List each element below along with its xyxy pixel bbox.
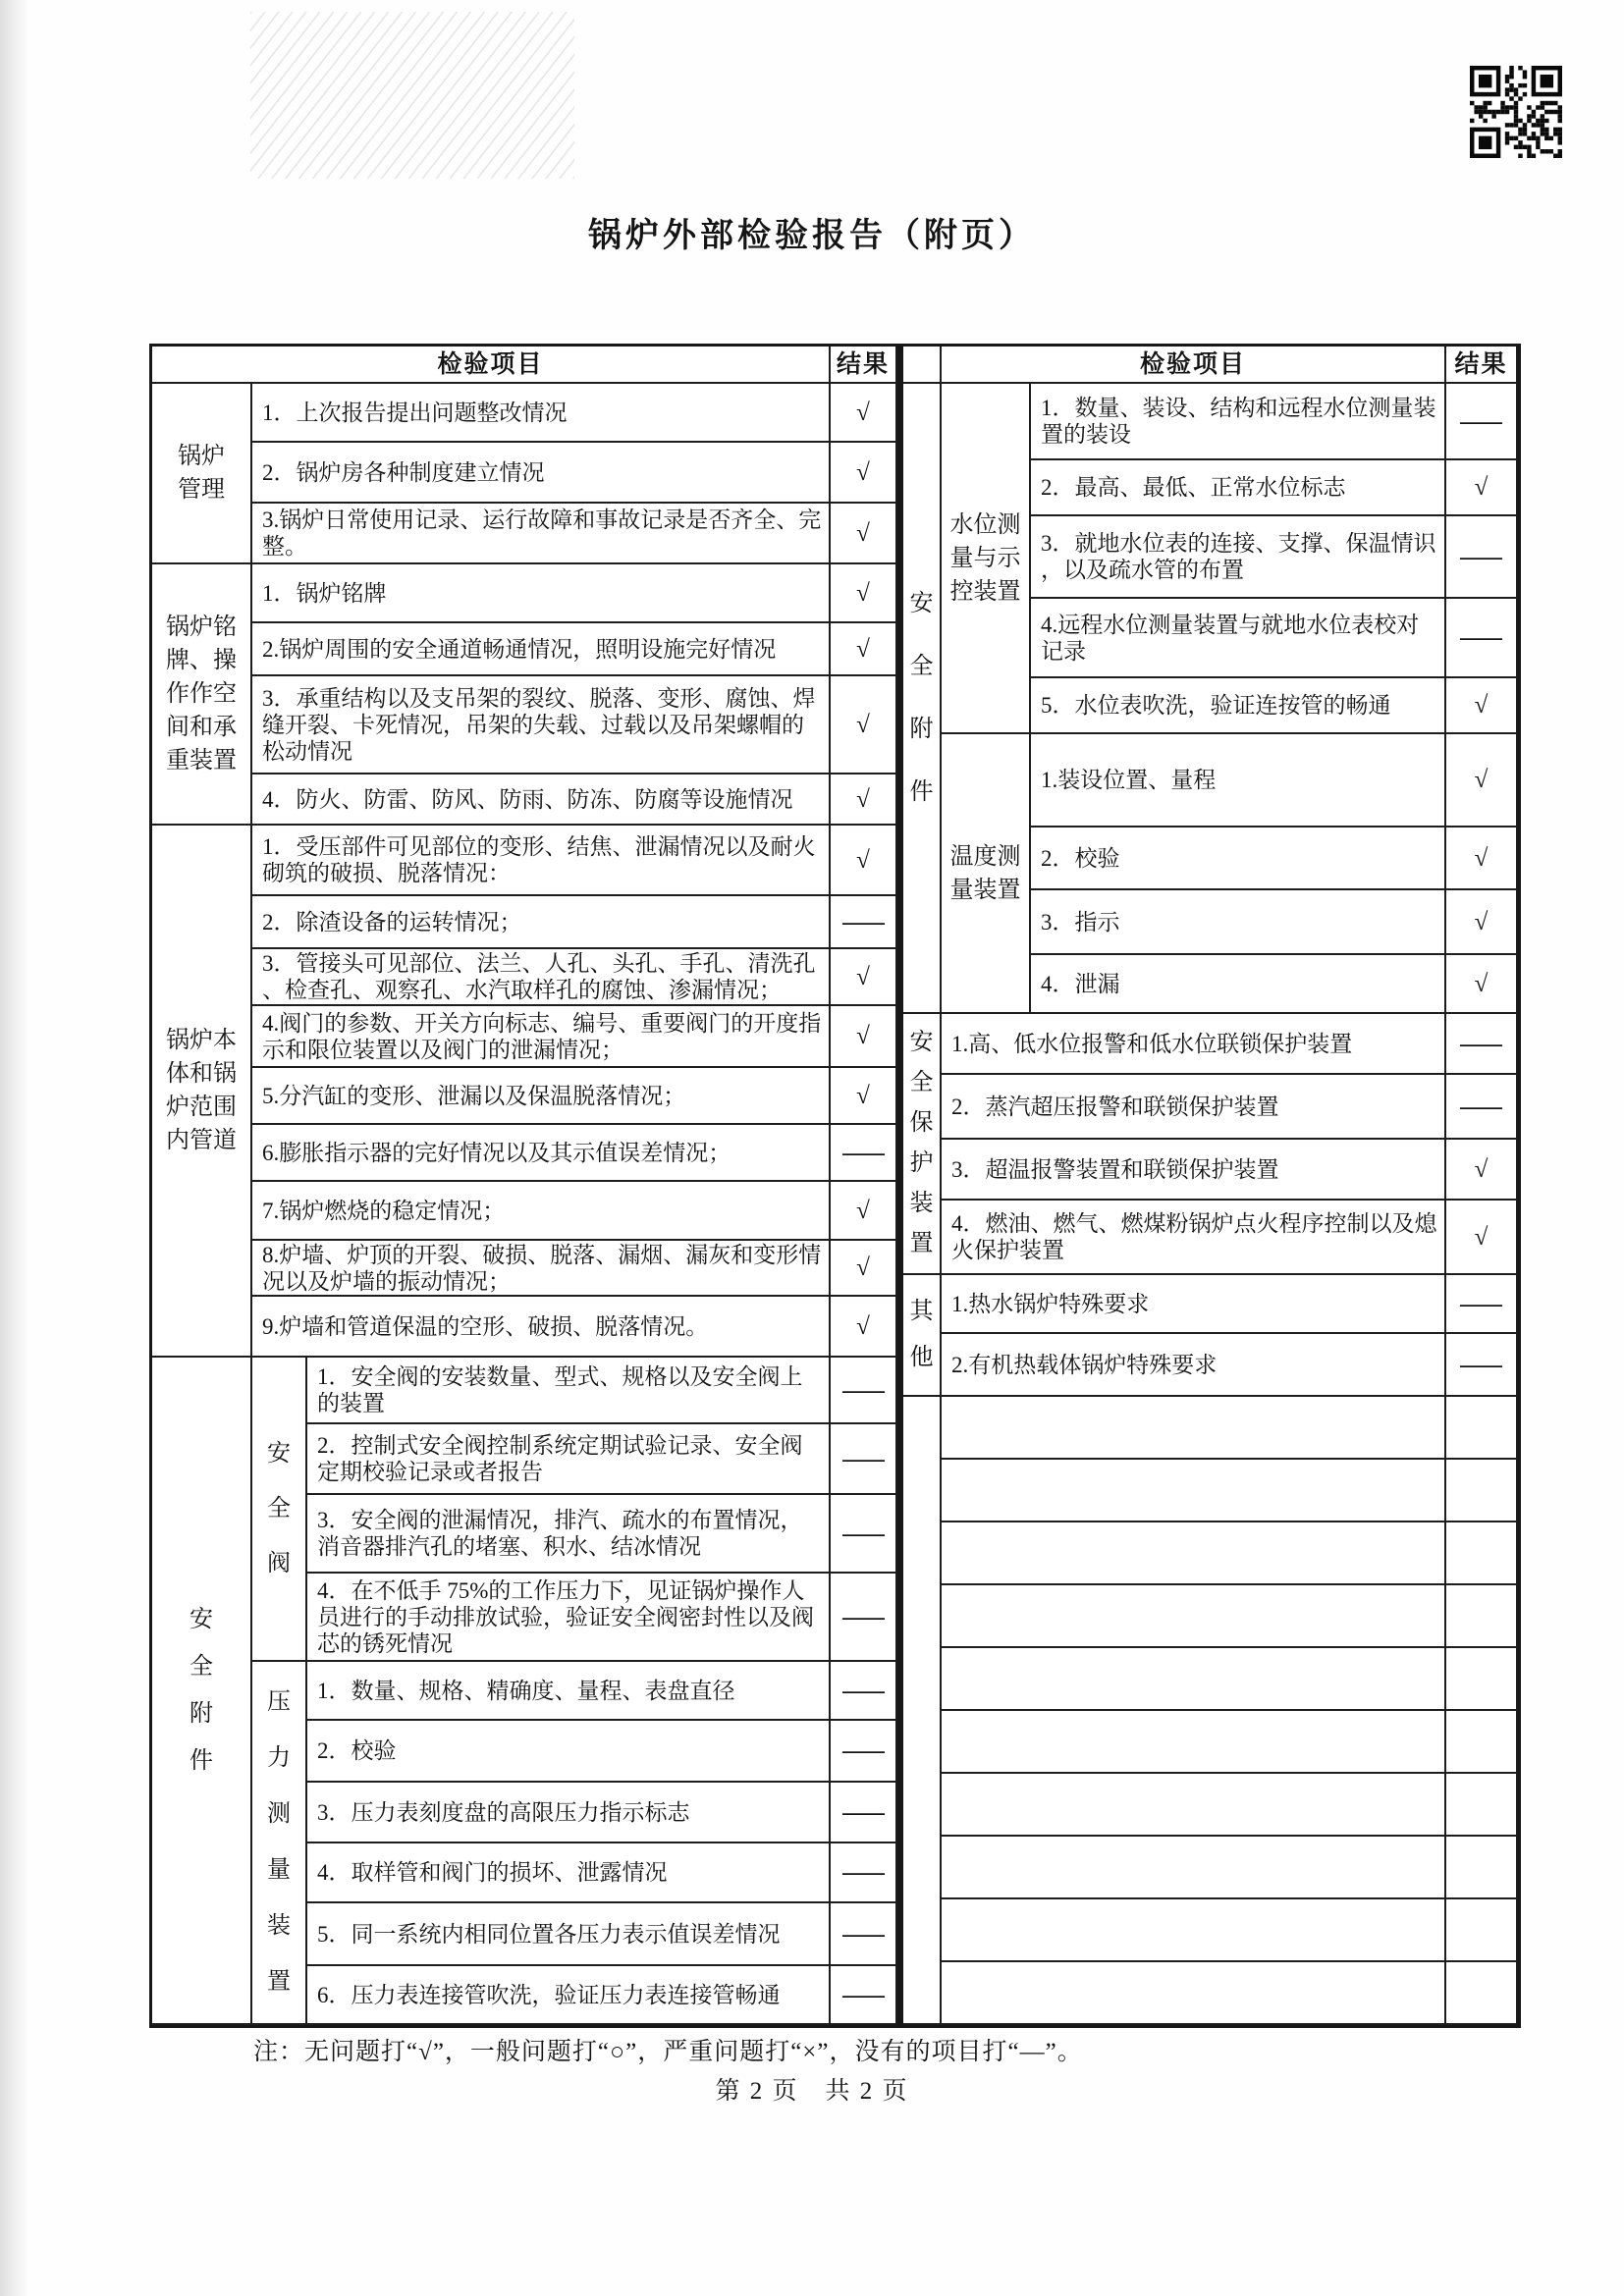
category-cell: 安全附件 [152, 1358, 252, 2025]
inspection-table-right [900, 344, 1521, 2028]
result-cell: √ [831, 564, 897, 623]
item-cell: 2．最高、最低、正常水位标志 [1031, 460, 1446, 516]
item-cell: 3．安全阀的泄漏情况，排汽、疏水的布置情况，消音器排汽孔的堵塞、积水、结冰情况 [307, 1495, 831, 1574]
result-cell [1446, 1774, 1518, 1837]
item-cell [942, 1774, 1446, 1837]
result-cell: √ [1446, 828, 1518, 890]
category-cell [903, 1397, 942, 2025]
item-cell [942, 1460, 1446, 1522]
item-cell: 2．除渣设备的运转情况； [252, 896, 831, 949]
result-cell: — [831, 1424, 897, 1495]
item-cell [942, 1585, 1446, 1648]
item-cell: 1.装设位置、量程 [1031, 734, 1446, 828]
item-cell [942, 1397, 1446, 1460]
header-result: 结果 [831, 347, 897, 384]
category-cell: 锅炉本体和锅炉范围内管道 [152, 826, 252, 1358]
scan-edge-shadow [0, 0, 29, 2296]
item-cell: 4．取样管和阀门的损坏、泄露情况 [307, 1843, 831, 1903]
item-cell [942, 1899, 1446, 1962]
item-cell: 2.有机热载体锅炉特殊要求 [942, 1334, 1446, 1397]
result-cell: √ [831, 676, 897, 774]
result-cell: — [1446, 1075, 1518, 1140]
item-cell: 2．校验 [1031, 828, 1446, 890]
category-cell: 安全附件 [903, 384, 942, 1014]
item-cell: 4．在不低手 75%的工作压力下，见证锅炉操作人员进行的手动排放试验，验证安全阀密封性以及阀芯的锈死情况 [307, 1574, 831, 1662]
result-cell: √ [1446, 890, 1518, 955]
result-cell: — [831, 1783, 897, 1843]
result-cell: — [831, 1843, 897, 1903]
result-cell: √ [831, 1297, 897, 1358]
item-cell: 1．上次报告提出问题整改情况 [252, 384, 831, 443]
result-cell: √ [831, 1182, 897, 1241]
result-cell: — [831, 1358, 897, 1424]
result-cell [1446, 1837, 1518, 1899]
subcategory-cell: 温度测量装置 [942, 734, 1031, 1014]
result-cell: √ [1446, 1140, 1518, 1201]
result-cell: √ [1446, 1201, 1518, 1275]
result-cell: — [1446, 1014, 1518, 1075]
result-cell: √ [831, 623, 897, 676]
item-cell: 7.锅炉燃烧的稳定情况； [252, 1182, 831, 1241]
result-cell: √ [831, 384, 897, 443]
item-cell: 1．受压部件可见部位的变形、结焦、泄漏情况以及耐火砌筑的破损、脱落情况： [252, 826, 831, 896]
result-cell: √ [831, 1241, 897, 1297]
result-cell: √ [1446, 734, 1518, 828]
item-cell: 4．燃油、燃气、燃煤粉锅炉点火程序控制以及熄火保护装置 [942, 1201, 1446, 1275]
item-cell: 6.膨胀指示器的完好情况以及其示值误差情况； [252, 1125, 831, 1182]
item-cell: 1.高、低水位报警和低水位联锁保护装置 [942, 1014, 1446, 1075]
result-cell [1446, 1648, 1518, 1711]
result-cell [1446, 1460, 1518, 1522]
scan-artifact-streak [250, 12, 574, 179]
item-cell: 5．同一系统内相同位置各压力表示值误差情况 [307, 1903, 831, 1966]
result-cell [1446, 1899, 1518, 1962]
result-cell: √ [831, 826, 897, 896]
result-cell: √ [831, 504, 897, 564]
header-item: 检验项目 [152, 347, 831, 384]
result-cell: — [831, 1125, 897, 1182]
item-cell: 3．压力表刻度盘的高限压力指示标志 [307, 1783, 831, 1843]
item-cell: 3．承重结构以及支吊架的裂纹、脱落、变形、腐蚀、焊缝开裂、卡死情况，吊架的失载、过载以及吊架螺帽的松动情况 [252, 676, 831, 774]
item-cell: 4.远程水位测量装置与就地水位表校对记录 [1031, 599, 1446, 678]
item-cell: 1.热水锅炉特殊要求 [942, 1275, 1446, 1334]
subcategory-cell: 安全阀 [252, 1358, 307, 1662]
result-cell [1446, 1962, 1518, 2025]
item-cell [942, 1522, 1446, 1585]
legend-note: 注：无问题打“√”，一般问题打“○”，严重问题打“×”，没有的项目打“—”。 [253, 2039, 1083, 2065]
item-cell [942, 1648, 1446, 1711]
inspection-table-left [149, 344, 900, 2028]
result-cell: √ [831, 774, 897, 826]
result-cell: √ [831, 443, 897, 504]
result-cell: — [831, 1662, 897, 1721]
item-cell: 2．锅炉房各种制度建立情况 [252, 443, 831, 504]
item-cell [942, 1962, 1446, 2025]
result-cell: — [831, 1966, 897, 2025]
item-cell: 4．防火、防雷、防风、防雨、防冻、防腐等设施情况 [252, 774, 831, 826]
item-cell: 3．指示 [1031, 890, 1446, 955]
result-cell: √ [831, 1068, 897, 1125]
item-cell: 1．数量、装设、结构和远程水位测量装置的装设 [1031, 384, 1446, 460]
page-title: 锅炉外部检验报告（附页） [588, 218, 1036, 254]
category-cell: 其他 [903, 1275, 942, 1397]
result-cell: √ [1446, 955, 1518, 1014]
category-cell: 锅炉铭牌、操作作空间和承重装置 [152, 564, 252, 826]
result-cell: √ [831, 1006, 897, 1068]
result-cell: √ [1446, 460, 1518, 516]
item-cell: 3.锅炉日常使用记录、运行故障和事故记录是否齐全、完整。 [252, 504, 831, 564]
item-cell: 6．压力表连接管吹洗，验证压力表连接管畅通 [307, 1966, 831, 2025]
item-cell: 2．控制式安全阀控制系统定期试验记录、安全阀定期校验记录或者报告 [307, 1424, 831, 1495]
item-cell: 3．超温报警装置和联锁保护装置 [942, 1140, 1446, 1201]
result-cell: — [831, 1495, 897, 1574]
result-cell: — [1446, 384, 1518, 460]
header-spacer-cell [903, 347, 942, 384]
item-cell: 4．泄漏 [1031, 955, 1446, 1014]
qr-code [1470, 65, 1562, 159]
item-cell: 8.炉墙、炉顶的开裂、破损、脱落、漏烟、漏灰和变形情况以及炉墙的振动情况； [252, 1241, 831, 1297]
item-cell: 2.锅炉周围的安全通道畅通情况，照明设施完好情况 [252, 623, 831, 676]
item-cell: 1．安全阀的安装数量、型式、规格以及安全阀上的装置 [307, 1358, 831, 1424]
item-cell [942, 1711, 1446, 1774]
item-cell: 1．数量、规格、精确度、量程、表盘直径 [307, 1662, 831, 1721]
category-cell: 锅炉管理 [152, 384, 252, 564]
page-number: 第 2 页 共 2 页 [715, 2078, 909, 2105]
result-cell: — [831, 1574, 897, 1662]
subcategory-cell: 压力测量装置 [252, 1662, 307, 2025]
item-cell: 9.炉墙和管道保温的空形、破损、脱落情况。 [252, 1297, 831, 1358]
result-cell: √ [831, 949, 897, 1006]
result-cell: — [1446, 516, 1518, 599]
result-cell: — [1446, 599, 1518, 678]
item-cell: 3．就地水位表的连接、支撑、保温情识，以及疏水管的布置 [1031, 516, 1446, 599]
item-cell: 3．管接头可见部位、法兰、人孔、头孔、手孔、清洗孔、检查孔、观察孔、水汽取样孔的腐蚀、渗漏情况； [252, 949, 831, 1006]
item-cell: 4.阀门的参数、开关方向标志、编号、重要阀门的开度指示和限位装置以及阀门的泄漏情况； [252, 1006, 831, 1068]
result-cell [1446, 1585, 1518, 1648]
item-cell: 2．校验 [307, 1721, 831, 1783]
category-cell: 安全保护装置 [903, 1014, 942, 1275]
result-cell [1446, 1711, 1518, 1774]
item-cell: 1．锅炉铭牌 [252, 564, 831, 623]
result-cell: — [831, 1903, 897, 1966]
item-cell: 2．蒸汽超压报警和联锁保护装置 [942, 1075, 1446, 1140]
subcategory-cell: 水位测量与示控装置 [942, 384, 1031, 734]
header-result: 结果 [1446, 347, 1518, 384]
result-cell: — [1446, 1334, 1518, 1397]
result-cell [1446, 1522, 1518, 1585]
result-cell: — [1446, 1275, 1518, 1334]
item-cell: 5．水位表吹洗，验证连按管的畅通 [1031, 678, 1446, 734]
header-item: 检验项目 [942, 347, 1446, 384]
result-cell: — [831, 896, 897, 949]
result-cell: — [831, 1721, 897, 1783]
item-cell: 5.分汽缸的变形、泄漏以及保温脱落情况； [252, 1068, 831, 1125]
result-cell [1446, 1397, 1518, 1460]
result-cell: √ [1446, 678, 1518, 734]
item-cell [942, 1837, 1446, 1899]
